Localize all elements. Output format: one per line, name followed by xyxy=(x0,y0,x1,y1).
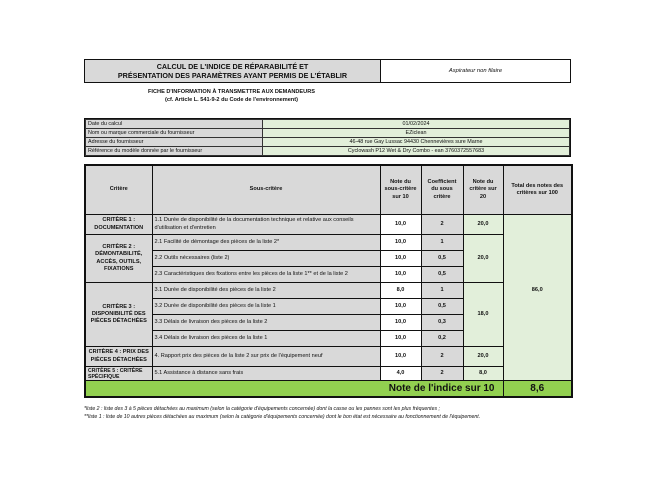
sub-criterion: 1.1 Durée de disponibilité de la documentation technique et relative aux conseils d'utilisation et d'entretien xyxy=(152,215,380,235)
info-label: Référence du modèle donnée par le fournisseur xyxy=(86,147,263,156)
footnotes xyxy=(84,406,574,422)
coefficient: 1 xyxy=(421,235,463,251)
coefficient: 1 xyxy=(421,283,463,299)
criterion-name: CRITÈRE 1 : DOCUMENTATION xyxy=(85,215,152,235)
header-coefficient: Coefficient du sous critère xyxy=(421,165,463,215)
criterion-name: CRITÈRE 2 : DÉMONTABILITÉ, ACCÈS, OUTILS, FIXATIONS xyxy=(85,235,152,283)
criterion-score: 18,0 xyxy=(463,283,503,347)
sub-score: 10,0 xyxy=(380,235,421,251)
header-critere: Critère xyxy=(85,165,152,215)
sub-score: 10,0 xyxy=(380,251,421,267)
sheet-subheading xyxy=(84,89,379,104)
criterion-score: 20,0 xyxy=(463,347,503,367)
info-label: Nom ou marque commerciale du fournisseur xyxy=(86,129,263,138)
sub-criterion: 2.2 Outils nécessaires (liste 2) xyxy=(152,251,380,267)
table-row xyxy=(85,347,572,367)
table-row xyxy=(85,215,572,235)
criterion-score: 20,0 xyxy=(463,235,503,283)
sub-score: 4,0 xyxy=(380,367,421,381)
sub-score: 10,0 xyxy=(380,331,421,347)
header-note20: Note du critère sur 20 xyxy=(463,165,503,215)
footnote-liste-1: **liste 1 : liste de 10 autres pièces détachées au maximum (selon la catégorie d'équipements concernée) dont le bon état est nécessaire au fonctionnement de l'équipement. xyxy=(84,413,481,420)
info-row xyxy=(86,120,570,129)
sub-criterion: 3.4 Délais de livraison des pièces de la liste 1 xyxy=(152,331,380,347)
coefficient: 0,5 xyxy=(421,299,463,315)
sub-score: 10,0 xyxy=(380,347,421,367)
header-total100: Total des notes des critères sur 100 xyxy=(503,165,572,215)
coefficient: 0,5 xyxy=(421,251,463,267)
product-type: Aspirateur non filaire xyxy=(448,68,503,74)
score-table xyxy=(84,164,571,398)
final-index-value: 8,6 xyxy=(503,381,572,398)
coefficient: 2 xyxy=(421,215,463,235)
coefficient: 2 xyxy=(421,367,463,381)
table-row xyxy=(85,235,572,251)
criterion-name: CRITÈRE 4 : PRIX DES PIÈCES DÉTACHÉES xyxy=(85,347,152,367)
coefficient: 2 xyxy=(421,347,463,367)
criterion-name: CRITÈRE 3 : DISPONIBILITÉ DES PIÈCES DÉTACHÉES xyxy=(85,283,152,347)
info-row xyxy=(86,138,570,147)
info-label: Adresse du fournisseur xyxy=(86,138,263,147)
subheading-line-1: FICHE D'INFORMATION À TRANSMETTRE AUX DEMANDEURS xyxy=(148,89,315,95)
criterion-name: CRITÈRE 5 : CRITÈRE SPÉCIFIQUE xyxy=(85,367,152,381)
table-header-row xyxy=(85,165,572,215)
sub-criterion: 3.3 Délais de livraison des pièces de la liste 2 xyxy=(152,315,380,331)
criterion-score: 20,0 xyxy=(463,215,503,235)
coefficient: 0,5 xyxy=(421,267,463,283)
sub-criterion: 5.1 Assistance à distance sans frais xyxy=(152,367,380,381)
supplier-info-table xyxy=(84,118,571,157)
sub-score: 8,0 xyxy=(380,283,421,299)
header-note10: Note du sous-critère sur 10 xyxy=(380,165,421,215)
header-sous-critere: Sous-critère xyxy=(152,165,380,215)
document-title xyxy=(85,60,381,82)
final-index-label: Note de l'indice sur 10 xyxy=(85,381,503,398)
info-value: 01/02/2024 xyxy=(263,120,570,129)
final-index-row xyxy=(85,381,572,398)
sub-criterion: 3.1 Durée de disponibilité des pièces de la liste 2 xyxy=(152,283,380,299)
document-header xyxy=(84,59,571,83)
info-value: 46-48 rue Gay Lussac 94430 Chennevières sure Marne xyxy=(263,138,570,147)
criterion-score: 8,0 xyxy=(463,367,503,381)
footnote-liste-2: *liste 2 : liste des 3 à 5 pièces détachées au maximum (selon la catégorie d'équipements concernée) dont la casse ou les pannes sont les plus fréquentes ; xyxy=(84,406,440,412)
info-value: Cyclowash P12 Wet & Dry Combo - ean 3760372557683 xyxy=(263,147,570,156)
table-row xyxy=(85,283,572,299)
sub-criterion: 4. Rapport prix des pièces de la liste 2 sur prix de l'équipement neuf xyxy=(152,347,380,367)
coefficient: 0,3 xyxy=(421,315,463,331)
info-row xyxy=(86,147,570,156)
sub-criterion: 2.3 Caractéristiques des fixations entre les pièces de la liste 1** et de la liste 2 xyxy=(152,267,380,283)
subheading-line-2: (cf. Article L. 541-9-2 du Code de l'environnement) xyxy=(165,96,298,103)
info-row xyxy=(86,129,570,138)
sub-criterion: 2.1 Facilité de démontage des pièces de la liste 2* xyxy=(152,235,380,251)
sub-score: 10,0 xyxy=(380,315,421,331)
table-row xyxy=(85,367,572,381)
title-line-1: CALCUL DE L'INDICE DE RÉPARABILITÉ ET xyxy=(156,61,309,71)
sub-criterion: 3.2 Durée de disponibilité des pièces de la liste 1 xyxy=(152,299,380,315)
info-value: EZiclean xyxy=(263,129,570,138)
title-line-2: PRÉSENTATION DES PARAMÈTRES AYANT PERMIS DE L'ÉTABLIR xyxy=(117,71,348,80)
total-score-continued xyxy=(503,367,572,381)
total-score: 86,0 xyxy=(503,215,572,367)
sub-score: 10,0 xyxy=(380,299,421,315)
sub-score: 10,0 xyxy=(380,215,421,235)
sub-score: 10,0 xyxy=(380,267,421,283)
info-label: Date du calcul xyxy=(86,120,263,129)
coefficient: 0,2 xyxy=(421,331,463,347)
